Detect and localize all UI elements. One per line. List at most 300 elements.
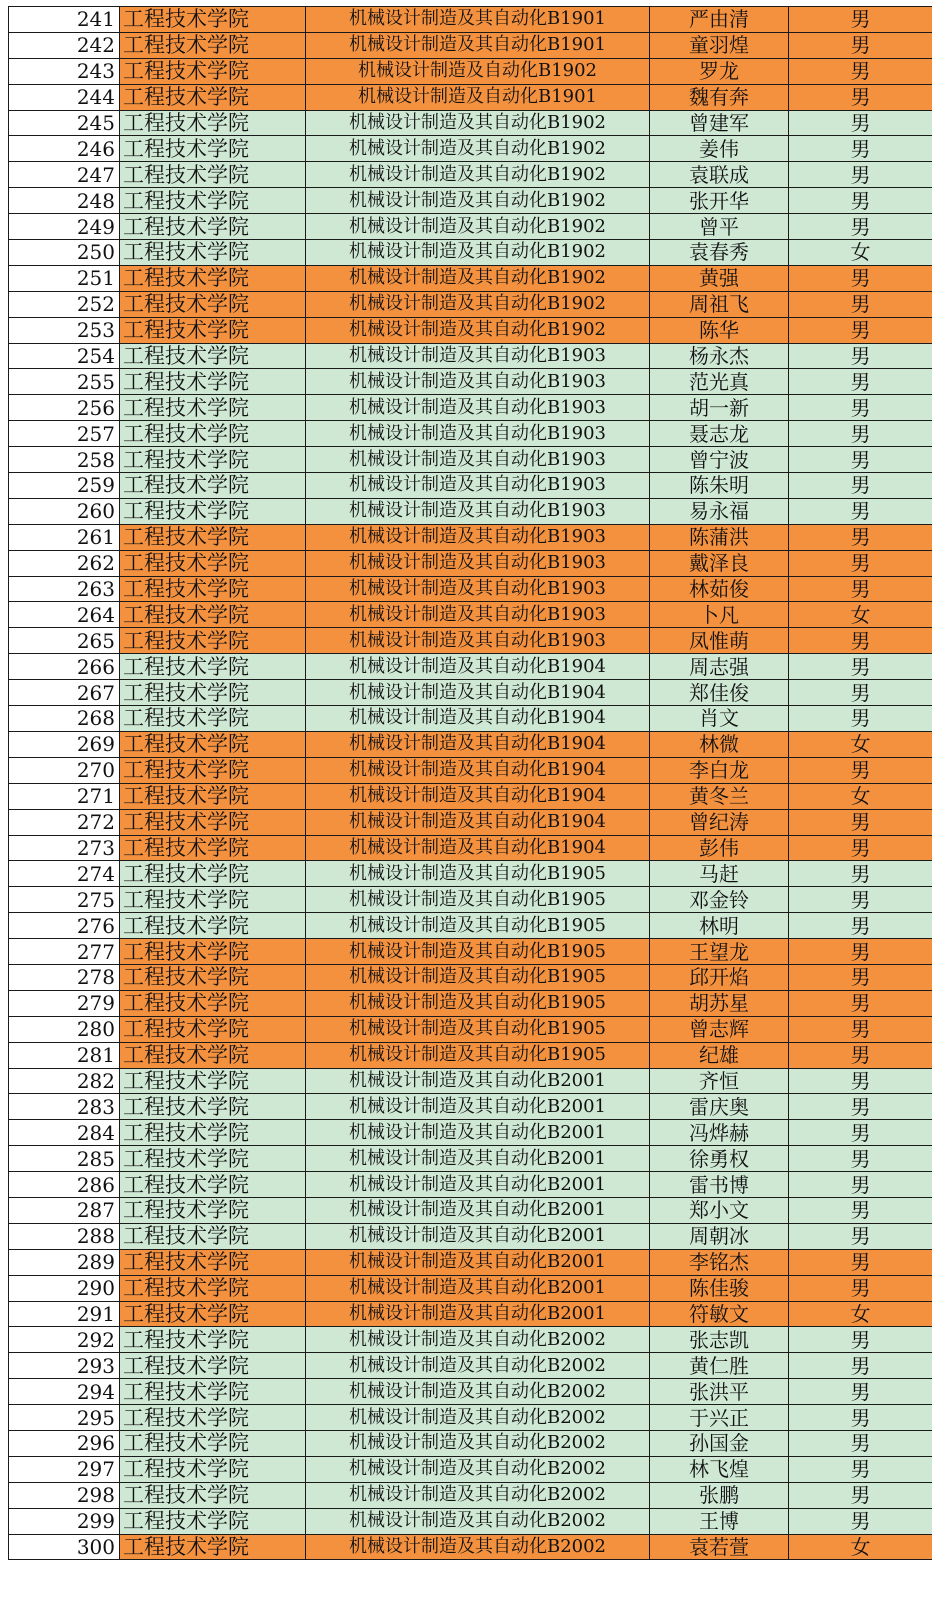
gender-cell: 男 bbox=[789, 58, 933, 84]
row-number-cell: 297 bbox=[9, 1456, 120, 1482]
table-row bbox=[9, 550, 933, 576]
gender-cell: 男 bbox=[789, 964, 933, 990]
table-row bbox=[9, 1249, 933, 1275]
table-row bbox=[9, 343, 933, 369]
gender-cell: 男 bbox=[789, 1456, 933, 1482]
college-cell: 工程技术学院 bbox=[120, 602, 306, 628]
class-cell: 机械设计制造及其自动化B2002 bbox=[306, 1430, 650, 1456]
college-cell: 工程技术学院 bbox=[120, 939, 306, 965]
class-cell: 机械设计制造及其自动化B1904 bbox=[306, 757, 650, 783]
student-name-cell: 曾志辉 bbox=[650, 1016, 789, 1042]
row-number-cell: 270 bbox=[9, 757, 120, 783]
table-row bbox=[9, 162, 933, 188]
college-cell: 工程技术学院 bbox=[120, 731, 306, 757]
class-cell: 机械设计制造及其自动化B2002 bbox=[306, 1405, 650, 1431]
row-number-cell: 299 bbox=[9, 1508, 120, 1534]
table-row bbox=[9, 110, 933, 136]
class-cell: 机械设计制造及其自动化B2002 bbox=[306, 1482, 650, 1508]
gender-cell: 男 bbox=[789, 110, 933, 136]
row-number-cell: 262 bbox=[9, 550, 120, 576]
table-row bbox=[9, 1016, 933, 1042]
college-cell: 工程技术学院 bbox=[120, 1249, 306, 1275]
college-cell: 工程技术学院 bbox=[120, 1275, 306, 1301]
student-name-cell: 陈佳骏 bbox=[650, 1275, 789, 1301]
gender-cell: 男 bbox=[789, 291, 933, 317]
college-cell: 工程技术学院 bbox=[120, 498, 306, 524]
row-number-cell: 256 bbox=[9, 395, 120, 421]
gender-cell: 男 bbox=[789, 550, 933, 576]
gender-cell: 女 bbox=[789, 783, 933, 809]
table-row bbox=[9, 628, 933, 654]
table-row bbox=[9, 265, 933, 291]
class-cell: 机械设计制造及自动化B1901 bbox=[306, 84, 650, 110]
table-row bbox=[9, 1353, 933, 1379]
college-cell: 工程技术学院 bbox=[120, 1405, 306, 1431]
student-name-cell: 邱开焰 bbox=[650, 964, 789, 990]
class-cell: 机械设计制造及其自动化B1904 bbox=[306, 654, 650, 680]
class-cell: 机械设计制造及其自动化B2002 bbox=[306, 1534, 650, 1560]
college-cell: 工程技术学院 bbox=[120, 1353, 306, 1379]
college-cell: 工程技术学院 bbox=[120, 1534, 306, 1560]
table-row bbox=[9, 32, 933, 58]
college-cell: 工程技术学院 bbox=[120, 680, 306, 706]
student-name-cell: 张鹏 bbox=[650, 1482, 789, 1508]
row-number-cell: 288 bbox=[9, 1223, 120, 1249]
gender-cell: 男 bbox=[789, 576, 933, 602]
gender-cell: 男 bbox=[789, 1249, 933, 1275]
gender-cell: 男 bbox=[789, 369, 933, 395]
class-cell: 机械设计制造及其自动化B1903 bbox=[306, 447, 650, 473]
college-cell: 工程技术学院 bbox=[120, 990, 306, 1016]
student-name-cell: 纪雄 bbox=[650, 1042, 789, 1068]
class-cell: 机械设计制造及其自动化B2001 bbox=[306, 1120, 650, 1146]
college-cell: 工程技术学院 bbox=[120, 1327, 306, 1353]
row-number-cell: 295 bbox=[9, 1405, 120, 1431]
table-row bbox=[9, 887, 933, 913]
college-cell: 工程技术学院 bbox=[120, 136, 306, 162]
class-cell: 机械设计制造及其自动化B1903 bbox=[306, 343, 650, 369]
row-number-cell: 281 bbox=[9, 1042, 120, 1068]
table-row bbox=[9, 1482, 933, 1508]
gender-cell: 男 bbox=[789, 1042, 933, 1068]
class-cell: 机械设计制造及其自动化B1902 bbox=[306, 188, 650, 214]
row-number-cell: 268 bbox=[9, 706, 120, 732]
table-row bbox=[9, 706, 933, 732]
table-row bbox=[9, 1223, 933, 1249]
gender-cell: 男 bbox=[789, 136, 933, 162]
class-cell: 机械设计制造及其自动化B2002 bbox=[306, 1327, 650, 1353]
table-row bbox=[9, 1327, 933, 1353]
table-row bbox=[9, 58, 933, 84]
student-name-cell: 凤惟萌 bbox=[650, 628, 789, 654]
table-row bbox=[9, 214, 933, 240]
college-cell: 工程技术学院 bbox=[120, 1430, 306, 1456]
table-row bbox=[9, 783, 933, 809]
college-cell: 工程技术学院 bbox=[120, 7, 306, 33]
college-cell: 工程技术学院 bbox=[120, 1301, 306, 1327]
student-name-cell: 郑佳俊 bbox=[650, 680, 789, 706]
table-row bbox=[9, 731, 933, 757]
student-name-cell: 林明 bbox=[650, 913, 789, 939]
row-number-cell: 241 bbox=[9, 7, 120, 33]
college-cell: 工程技术学院 bbox=[120, 1120, 306, 1146]
table-row bbox=[9, 84, 933, 110]
class-cell: 机械设计制造及其自动化B1905 bbox=[306, 913, 650, 939]
student-name-cell: 黄冬兰 bbox=[650, 783, 789, 809]
student-name-cell: 袁若萱 bbox=[650, 1534, 789, 1560]
class-cell: 机械设计制造及其自动化B2002 bbox=[306, 1353, 650, 1379]
row-number-cell: 284 bbox=[9, 1120, 120, 1146]
student-name-cell: 林微 bbox=[650, 731, 789, 757]
class-cell: 机械设计制造及其自动化B2001 bbox=[306, 1094, 650, 1120]
table-row bbox=[9, 1405, 933, 1431]
class-cell: 机械设计制造及其自动化B1901 bbox=[306, 7, 650, 33]
table-row bbox=[9, 1042, 933, 1068]
row-number-cell: 278 bbox=[9, 964, 120, 990]
student-name-cell: 张洪平 bbox=[650, 1379, 789, 1405]
student-name-cell: 王博 bbox=[650, 1508, 789, 1534]
gender-cell: 男 bbox=[789, 317, 933, 343]
student-name-cell: 张开华 bbox=[650, 188, 789, 214]
student-name-cell: 周志强 bbox=[650, 654, 789, 680]
student-name-cell: 易永福 bbox=[650, 498, 789, 524]
table-row bbox=[9, 136, 933, 162]
gender-cell: 男 bbox=[789, 809, 933, 835]
student-name-cell: 冯烨赫 bbox=[650, 1120, 789, 1146]
class-cell: 机械设计制造及其自动化B1905 bbox=[306, 1016, 650, 1042]
gender-cell: 男 bbox=[789, 1508, 933, 1534]
gender-cell: 男 bbox=[789, 32, 933, 58]
class-cell: 机械设计制造及其自动化B2002 bbox=[306, 1508, 650, 1534]
table-row bbox=[9, 576, 933, 602]
gender-cell: 男 bbox=[789, 757, 933, 783]
row-number-cell: 272 bbox=[9, 809, 120, 835]
gender-cell: 男 bbox=[789, 1379, 933, 1405]
table-row bbox=[9, 447, 933, 473]
row-number-cell: 252 bbox=[9, 291, 120, 317]
gender-cell: 男 bbox=[789, 1405, 933, 1431]
table-row bbox=[9, 395, 933, 421]
gender-cell: 男 bbox=[789, 84, 933, 110]
class-cell: 机械设计制造及其自动化B1902 bbox=[306, 291, 650, 317]
row-number-cell: 293 bbox=[9, 1353, 120, 1379]
student-name-cell: 黄强 bbox=[650, 265, 789, 291]
row-number-cell: 267 bbox=[9, 680, 120, 706]
college-cell: 工程技术学院 bbox=[120, 1172, 306, 1198]
gender-cell: 女 bbox=[789, 1534, 933, 1560]
row-number-cell: 275 bbox=[9, 887, 120, 913]
table-row bbox=[9, 291, 933, 317]
class-cell: 机械设计制造及其自动化B2001 bbox=[306, 1197, 650, 1223]
student-name-cell: 曾纪涛 bbox=[650, 809, 789, 835]
college-cell: 工程技术学院 bbox=[120, 1042, 306, 1068]
table-row bbox=[9, 602, 933, 628]
student-name-cell: 齐恒 bbox=[650, 1068, 789, 1094]
college-cell: 工程技术学院 bbox=[120, 1223, 306, 1249]
row-number-cell: 253 bbox=[9, 317, 120, 343]
row-number-cell: 280 bbox=[9, 1016, 120, 1042]
gender-cell: 男 bbox=[789, 447, 933, 473]
table-row bbox=[9, 1534, 933, 1560]
college-cell: 工程技术学院 bbox=[120, 395, 306, 421]
student-table bbox=[8, 6, 932, 1560]
row-number-cell: 242 bbox=[9, 32, 120, 58]
class-cell: 机械设计制造及其自动化B2001 bbox=[306, 1172, 650, 1198]
gender-cell: 男 bbox=[789, 524, 933, 550]
class-cell: 机械设计制造及其自动化B1903 bbox=[306, 498, 650, 524]
row-number-cell: 246 bbox=[9, 136, 120, 162]
student-name-cell: 于兴正 bbox=[650, 1405, 789, 1431]
row-number-cell: 243 bbox=[9, 58, 120, 84]
college-cell: 工程技术学院 bbox=[120, 757, 306, 783]
college-cell: 工程技术学院 bbox=[120, 343, 306, 369]
row-number-cell: 269 bbox=[9, 731, 120, 757]
table-row bbox=[9, 1301, 933, 1327]
table-row bbox=[9, 369, 933, 395]
gender-cell: 男 bbox=[789, 343, 933, 369]
table-row bbox=[9, 473, 933, 499]
class-cell: 机械设计制造及其自动化B2001 bbox=[306, 1223, 650, 1249]
gender-cell: 男 bbox=[789, 654, 933, 680]
student-name-cell: 林飞煌 bbox=[650, 1456, 789, 1482]
student-name-cell: 雷书博 bbox=[650, 1172, 789, 1198]
class-cell: 机械设计制造及其自动化B1903 bbox=[306, 473, 650, 499]
class-cell: 机械设计制造及其自动化B1902 bbox=[306, 214, 650, 240]
college-cell: 工程技术学院 bbox=[120, 1016, 306, 1042]
student-name-cell: 孙国金 bbox=[650, 1430, 789, 1456]
gender-cell: 男 bbox=[789, 214, 933, 240]
row-number-cell: 277 bbox=[9, 939, 120, 965]
student-name-cell: 郑小文 bbox=[650, 1197, 789, 1223]
student-name-cell: 林茹俊 bbox=[650, 576, 789, 602]
student-name-cell: 马赶 bbox=[650, 861, 789, 887]
class-cell: 机械设计制造及其自动化B1905 bbox=[306, 990, 650, 1016]
gender-cell: 男 bbox=[789, 1094, 933, 1120]
class-cell: 机械设计制造及其自动化B1902 bbox=[306, 240, 650, 266]
class-cell: 机械设计制造及其自动化B1902 bbox=[306, 265, 650, 291]
college-cell: 工程技术学院 bbox=[120, 1068, 306, 1094]
class-cell: 机械设计制造及其自动化B2002 bbox=[306, 1456, 650, 1482]
gender-cell: 男 bbox=[789, 1172, 933, 1198]
row-number-cell: 258 bbox=[9, 447, 120, 473]
class-cell: 机械设计制造及其自动化B1902 bbox=[306, 162, 650, 188]
college-cell: 工程技术学院 bbox=[120, 188, 306, 214]
gender-cell: 女 bbox=[789, 1301, 933, 1327]
college-cell: 工程技术学院 bbox=[120, 421, 306, 447]
row-number-cell: 244 bbox=[9, 84, 120, 110]
college-cell: 工程技术学院 bbox=[120, 265, 306, 291]
gender-cell: 男 bbox=[789, 1223, 933, 1249]
gender-cell: 男 bbox=[789, 1016, 933, 1042]
student-name-cell: 袁联成 bbox=[650, 162, 789, 188]
table-row bbox=[9, 1275, 933, 1301]
student-name-cell: 胡一新 bbox=[650, 395, 789, 421]
college-cell: 工程技术学院 bbox=[120, 835, 306, 861]
student-name-cell: 严由清 bbox=[650, 7, 789, 33]
gender-cell: 男 bbox=[789, 1146, 933, 1172]
table-row bbox=[9, 1379, 933, 1405]
student-name-cell: 姜伟 bbox=[650, 136, 789, 162]
table-row bbox=[9, 421, 933, 447]
row-number-cell: 264 bbox=[9, 602, 120, 628]
row-number-cell: 273 bbox=[9, 835, 120, 861]
table-row bbox=[9, 757, 933, 783]
gender-cell: 男 bbox=[789, 498, 933, 524]
gender-cell: 男 bbox=[789, 473, 933, 499]
row-number-cell: 300 bbox=[9, 1534, 120, 1560]
gender-cell: 男 bbox=[789, 887, 933, 913]
class-cell: 机械设计制造及其自动化B1905 bbox=[306, 939, 650, 965]
college-cell: 工程技术学院 bbox=[120, 32, 306, 58]
student-name-cell: 陈蒲洪 bbox=[650, 524, 789, 550]
table-row bbox=[9, 1197, 933, 1223]
row-number-cell: 266 bbox=[9, 654, 120, 680]
student-name-cell: 黄仁胜 bbox=[650, 1353, 789, 1379]
row-number-cell: 257 bbox=[9, 421, 120, 447]
class-cell: 机械设计制造及其自动化B2002 bbox=[306, 1379, 650, 1405]
row-number-cell: 286 bbox=[9, 1172, 120, 1198]
row-number-cell: 265 bbox=[9, 628, 120, 654]
row-number-cell: 249 bbox=[9, 214, 120, 240]
row-number-cell: 298 bbox=[9, 1482, 120, 1508]
row-number-cell: 296 bbox=[9, 1430, 120, 1456]
college-cell: 工程技术学院 bbox=[120, 1094, 306, 1120]
college-cell: 工程技术学院 bbox=[120, 1456, 306, 1482]
college-cell: 工程技术学院 bbox=[120, 110, 306, 136]
college-cell: 工程技术学院 bbox=[120, 576, 306, 602]
college-cell: 工程技术学院 bbox=[120, 473, 306, 499]
college-cell: 工程技术学院 bbox=[120, 214, 306, 240]
student-name-cell: 王望龙 bbox=[650, 939, 789, 965]
class-cell: 机械设计制造及其自动化B2001 bbox=[306, 1275, 650, 1301]
table-row bbox=[9, 913, 933, 939]
class-cell: 机械设计制造及其自动化B1903 bbox=[306, 576, 650, 602]
class-cell: 机械设计制造及其自动化B1905 bbox=[306, 861, 650, 887]
class-cell: 机械设计制造及其自动化B1903 bbox=[306, 369, 650, 395]
table-row bbox=[9, 1430, 933, 1456]
student-name-cell: 彭伟 bbox=[650, 835, 789, 861]
class-cell: 机械设计制造及其自动化B1903 bbox=[306, 524, 650, 550]
student-name-cell: 符敏文 bbox=[650, 1301, 789, 1327]
gender-cell: 男 bbox=[789, 990, 933, 1016]
student-name-cell: 魏有奔 bbox=[650, 84, 789, 110]
row-number-cell: 290 bbox=[9, 1275, 120, 1301]
student-name-cell: 陈朱明 bbox=[650, 473, 789, 499]
student-name-cell: 卜凡 bbox=[650, 602, 789, 628]
student-name-cell: 张志凯 bbox=[650, 1327, 789, 1353]
student-name-cell: 曾建军 bbox=[650, 110, 789, 136]
college-cell: 工程技术学院 bbox=[120, 628, 306, 654]
row-number-cell: 285 bbox=[9, 1146, 120, 1172]
student-name-cell: 李白龙 bbox=[650, 757, 789, 783]
row-number-cell: 245 bbox=[9, 110, 120, 136]
gender-cell: 男 bbox=[789, 1120, 933, 1146]
gender-cell: 男 bbox=[789, 1068, 933, 1094]
student-name-cell: 胡苏星 bbox=[650, 990, 789, 1016]
row-number-cell: 291 bbox=[9, 1301, 120, 1327]
class-cell: 机械设计制造及其自动化B2001 bbox=[306, 1146, 650, 1172]
college-cell: 工程技术学院 bbox=[120, 317, 306, 343]
student-table-body bbox=[9, 7, 933, 1560]
class-cell: 机械设计制造及其自动化B1903 bbox=[306, 421, 650, 447]
row-number-cell: 287 bbox=[9, 1197, 120, 1223]
student-name-cell: 徐勇权 bbox=[650, 1146, 789, 1172]
gender-cell: 男 bbox=[789, 1430, 933, 1456]
college-cell: 工程技术学院 bbox=[120, 550, 306, 576]
table-row bbox=[9, 498, 933, 524]
class-cell: 机械设计制造及其自动化B1905 bbox=[306, 964, 650, 990]
student-name-cell: 邓金铃 bbox=[650, 887, 789, 913]
student-name-cell: 杨永杰 bbox=[650, 343, 789, 369]
class-cell: 机械设计制造及其自动化B2001 bbox=[306, 1068, 650, 1094]
college-cell: 工程技术学院 bbox=[120, 291, 306, 317]
gender-cell: 男 bbox=[789, 861, 933, 887]
college-cell: 工程技术学院 bbox=[120, 654, 306, 680]
row-number-cell: 292 bbox=[9, 1327, 120, 1353]
row-number-cell: 279 bbox=[9, 990, 120, 1016]
college-cell: 工程技术学院 bbox=[120, 783, 306, 809]
college-cell: 工程技术学院 bbox=[120, 84, 306, 110]
student-name-cell: 聂志龙 bbox=[650, 421, 789, 447]
class-cell: 机械设计制造及其自动化B1904 bbox=[306, 680, 650, 706]
table-row bbox=[9, 1146, 933, 1172]
student-name-cell: 肖文 bbox=[650, 706, 789, 732]
row-number-cell: 283 bbox=[9, 1094, 120, 1120]
row-number-cell: 276 bbox=[9, 913, 120, 939]
gender-cell: 男 bbox=[789, 395, 933, 421]
class-cell: 机械设计制造及其自动化B1903 bbox=[306, 628, 650, 654]
row-number-cell: 251 bbox=[9, 265, 120, 291]
college-cell: 工程技术学院 bbox=[120, 913, 306, 939]
college-cell: 工程技术学院 bbox=[120, 1379, 306, 1405]
student-name-cell: 童羽煌 bbox=[650, 32, 789, 58]
class-cell: 机械设计制造及其自动化B2001 bbox=[306, 1301, 650, 1327]
class-cell: 机械设计制造及其自动化B1903 bbox=[306, 550, 650, 576]
table-row bbox=[9, 964, 933, 990]
table-row bbox=[9, 861, 933, 887]
row-number-cell: 260 bbox=[9, 498, 120, 524]
gender-cell: 男 bbox=[789, 835, 933, 861]
gender-cell: 男 bbox=[789, 913, 933, 939]
table-row bbox=[9, 1172, 933, 1198]
row-number-cell: 282 bbox=[9, 1068, 120, 1094]
student-name-cell: 周朝冰 bbox=[650, 1223, 789, 1249]
gender-cell: 男 bbox=[789, 1197, 933, 1223]
college-cell: 工程技术学院 bbox=[120, 162, 306, 188]
gender-cell: 男 bbox=[789, 939, 933, 965]
class-cell: 机械设计制造及其自动化B1904 bbox=[306, 731, 650, 757]
class-cell: 机械设计制造及其自动化B1905 bbox=[306, 887, 650, 913]
row-number-cell: 261 bbox=[9, 524, 120, 550]
college-cell: 工程技术学院 bbox=[120, 524, 306, 550]
table-row bbox=[9, 1120, 933, 1146]
college-cell: 工程技术学院 bbox=[120, 1197, 306, 1223]
class-cell: 机械设计制造及其自动化B1904 bbox=[306, 706, 650, 732]
class-cell: 机械设计制造及其自动化B1904 bbox=[306, 783, 650, 809]
gender-cell: 男 bbox=[789, 706, 933, 732]
college-cell: 工程技术学院 bbox=[120, 1482, 306, 1508]
class-cell: 机械设计制造及其自动化B1904 bbox=[306, 809, 650, 835]
college-cell: 工程技术学院 bbox=[120, 887, 306, 913]
table-row bbox=[9, 1068, 933, 1094]
table-row bbox=[9, 835, 933, 861]
gender-cell: 男 bbox=[789, 680, 933, 706]
class-cell: 机械设计制造及其自动化B1905 bbox=[306, 1042, 650, 1068]
student-table-sheet bbox=[8, 6, 932, 1590]
class-cell: 机械设计制造及其自动化B2001 bbox=[306, 1249, 650, 1275]
gender-cell: 男 bbox=[789, 1482, 933, 1508]
class-cell: 机械设计制造及其自动化B1902 bbox=[306, 317, 650, 343]
